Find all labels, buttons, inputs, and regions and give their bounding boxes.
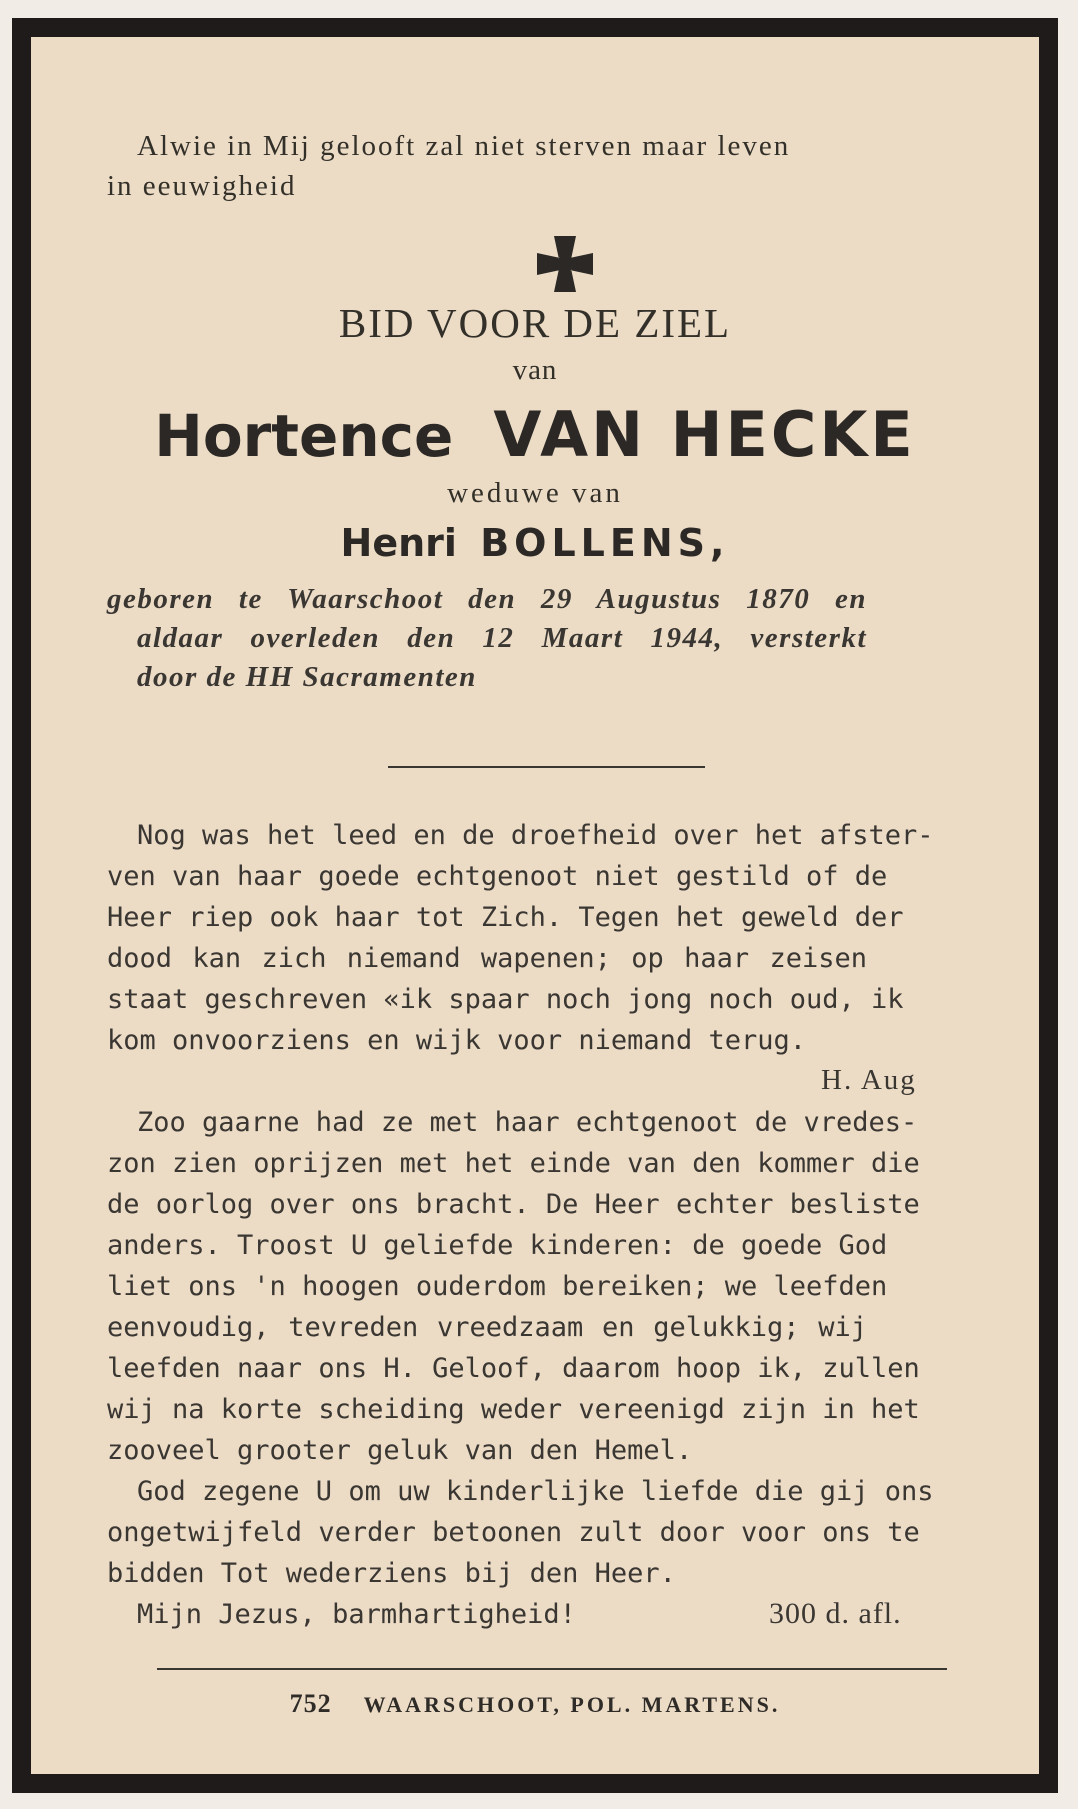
text-line: leefden naar ons H. Geloof, daarom hoop ik, zullen <box>107 1353 920 1384</box>
card-number: 752 <box>289 1689 332 1718</box>
epigraph-line: Alwie in Mij gelooft zal niet sterven maar leven <box>137 130 791 162</box>
text-line: God zegene U om uw kinderlijke liefde die gij ons <box>137 1476 934 1507</box>
husband-first-name: Henri <box>340 521 457 565</box>
printer-imprint <box>31 1689 1039 1719</box>
text-line: Heer riep ook haar tot Zich. Tegen het geweld der <box>107 902 904 933</box>
text-line: ongetwijfeld verder betoonen zult door voor ons te <box>107 1517 920 1548</box>
van-label: van <box>512 354 558 386</box>
quote-attribution: H. Aug <box>821 1064 917 1096</box>
epigraph-line: in eeuwigheid <box>107 170 297 202</box>
divider <box>388 766 705 768</box>
printer-name: WAARSCHOOT, POL. MARTENS. <box>363 1692 781 1717</box>
text-line: zooveel grooter geluk van den Hemel. <box>107 1435 693 1466</box>
text-line: wij na korte scheiding weder vereenigd zijn in het <box>107 1394 920 1425</box>
deceased-name <box>31 398 1039 471</box>
text-line: Zoo gaarne had ze met haar echtgenoot de vredes- <box>137 1107 918 1138</box>
text-line: Nog was het leed en de droefheid over het afster- <box>137 820 934 851</box>
footer-divider <box>157 1668 947 1670</box>
indulgence-note: 300 d. afl. <box>769 1597 902 1630</box>
text-line: de oorlog over ons bracht. De Heer echter besliste <box>107 1189 920 1220</box>
text-line: ven van haar goede echtgenoot niet gestild of de <box>107 861 888 892</box>
memorial-card <box>12 18 1058 1793</box>
vital-line: aldaar overleden den 12 Maart 1944, versterkt <box>137 622 867 654</box>
cross-pattee-icon <box>534 233 596 295</box>
text-line: eenvoudig, tevreden vreedzaam en gelukkig; wij <box>107 1312 867 1343</box>
vital-line: geboren te Waarschoot den 29 Augustus 1870 en <box>107 583 867 615</box>
text-line: kom onvoorziens en wijk voor niemand terug. <box>107 1025 806 1056</box>
vital-line: door de HH Sacramenten <box>137 661 477 693</box>
text-line: liet ons 'n hoogen ouderdom bereiken; we leefden <box>107 1271 888 1302</box>
deceased-first-name: Hortence <box>154 402 454 470</box>
text-line: zon zien oprijzen met het einde van den kommer die <box>107 1148 920 1179</box>
text-line: bidden Tot wederziens bij den Heer. <box>107 1558 676 1589</box>
card-content <box>31 37 1039 1774</box>
text-line: anders. Troost U geliefde kinderen: de goede God <box>107 1230 888 1261</box>
widow-of-label: weduwe van <box>447 477 623 509</box>
text-line: staat geschreven «ik spaar noch jong noch oud, ik <box>107 984 904 1015</box>
text-line: dood kan zich niemand wapenen; op haar zeisen <box>107 943 867 974</box>
prayer-heading: BID VOOR DE ZIEL <box>338 300 732 346</box>
husband-last-name: BOLLENS, <box>480 521 730 565</box>
husband-name <box>31 521 1039 565</box>
deceased-last-name: VAN HECKE <box>493 398 916 471</box>
closing-invocation: Mijn Jezus, barmhartigheid! <box>137 1599 576 1630</box>
